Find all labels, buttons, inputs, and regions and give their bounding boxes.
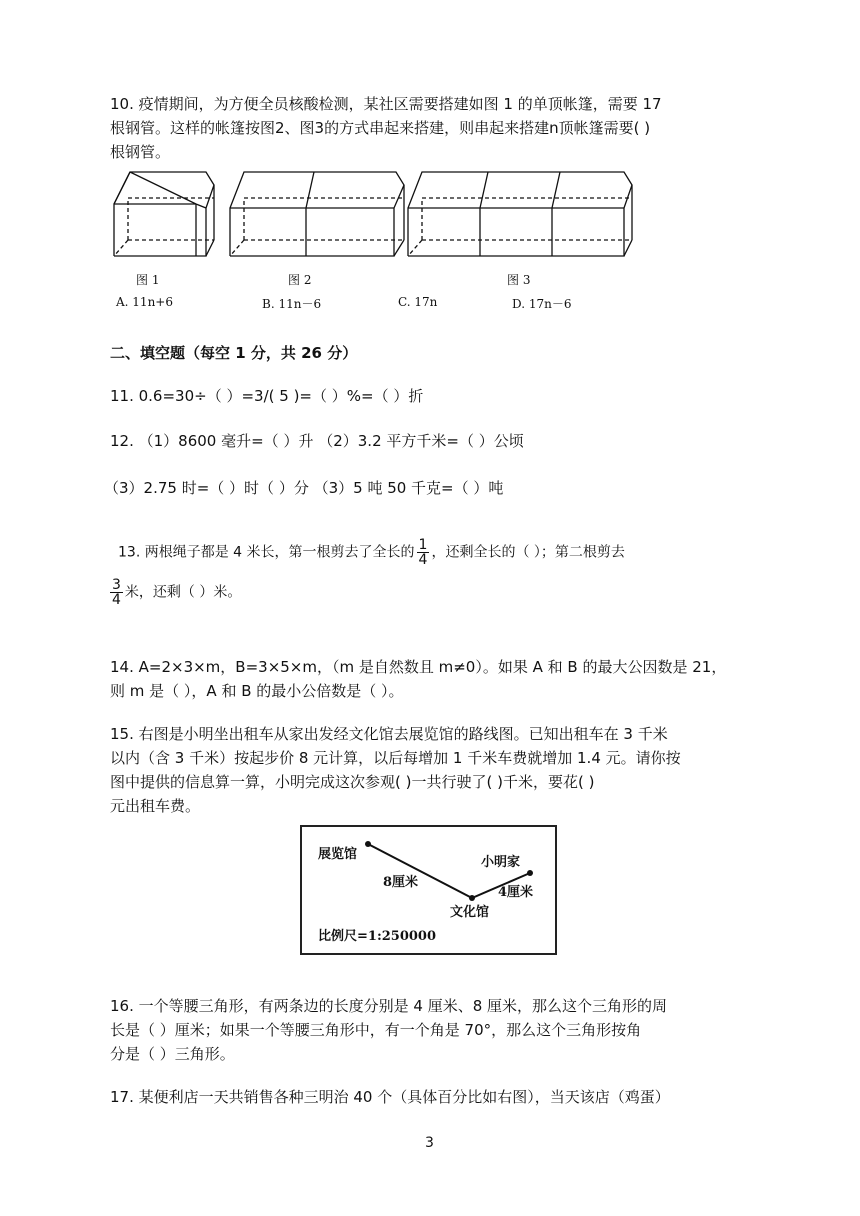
page-number: 3 [425,1135,434,1151]
q14-line2: 则 m 是（ ），A 和 B 的最小公倍数是（ ）。 [110,682,404,700]
q16-line2: 长是（ ）厘米；如果一个等腰三角形中，有一个角是 70°，那么这个三角形按角 [110,1021,642,1039]
section-heading: 二、填空题（每空 1 分，共 26 分） [110,344,358,362]
option-b: B. 11n－6 [262,297,322,311]
q12-line2: （3）2.75 时=（ ）时（ ）分 （3）5 吨 50 千克=（ ）吨 [104,479,504,497]
tent-figure-2 [230,172,404,256]
q17-line1: 17. 某便利店一天共销售各种三明治 40 个（具体百分比如右图），当天该店（鸡蛋） [110,1088,670,1106]
q14-line1: 14. A=2×3×m，B=3×5×m，（m 是自然数且 m≠0）。如果 A 和 B 的最大公因数是 21， [110,658,727,676]
tent-figures [108,168,648,263]
q13-part2: ，还剩全长的（ ）；第二根剪去 [431,544,625,561]
q16-line3: 分是（ ）三角形。 [110,1045,235,1063]
q13-line1 [118,538,625,567]
fig2-caption: 图 2 [288,273,312,287]
q15-line4: 元出租车费。 [110,797,201,815]
q12-line1: 12. （1）8600 毫升=（ ）升 （2）3.2 平方千米=（ ）公顷 [110,432,524,450]
label-scale: 比例尺=1:250000 [318,929,437,944]
option-a: A. 11n+6 [116,295,173,309]
q13-fraction-2: $\frac{3}{4}$ [112,577,121,608]
label-home: 小明家 [481,855,521,870]
q13-line2 [108,578,241,607]
label-museum: 展览馆 [318,847,358,862]
label-segment-4cm: 4厘米 [498,885,534,900]
tent-figure-3 [408,172,632,256]
q10-line2: 根钢管。这样的帐篷按图2、图3的方式串起来搭建，则串起来搭建n顶帐篷需要( ) [110,119,651,137]
q16-line1: 16. 一个等腰三角形，有两条边的长度分别是 4 厘米、8 厘米，那么这个三角形的周 [110,997,668,1015]
q15-line2: 以内（含 3 千米）按起步价 8 元计算，以后每增加 1 千米车费就增加 1.4 元。请你按 [110,749,681,767]
q15-line3: 图中提供的信息算一算，小明完成这次参观( )一共行驶了( )千米，要花( ) [110,773,595,791]
option-c: C. 17n [398,295,438,309]
label-segment-8cm: 8厘米 [383,875,419,890]
tent-figure-1 [114,172,214,256]
q13-part3: 米，还剩（ ）米。 [124,584,242,601]
label-culture-hall: 文化馆 [450,905,490,920]
q13-part1: 13. 两根绳子都是 4 米长，第一根剪去了全长的 [118,544,415,561]
q15-line1: 15. 右图是小明坐出租车从家出发经文化馆去展览馆的路线图。已知出租车在 3 千米 [110,725,668,743]
q13-fraction-1: $\frac{1}{4}$ [418,537,428,568]
fig1-caption: 图 1 [136,273,160,287]
route-map [300,825,557,955]
q11: 11. 0.6=30÷（ ）=3/( 5 )=（ ）%=（ ）折 [110,387,424,405]
q10-line3: 根钢管。 [110,143,171,161]
q10-line1: 10. 疫情期间，为方便全员核酸检测，某社区需要搭建如图 1 的单顶帐篷，需要 17 [110,95,662,113]
option-d: D. 17n－6 [512,297,572,311]
fig3-caption: 图 3 [507,273,531,287]
